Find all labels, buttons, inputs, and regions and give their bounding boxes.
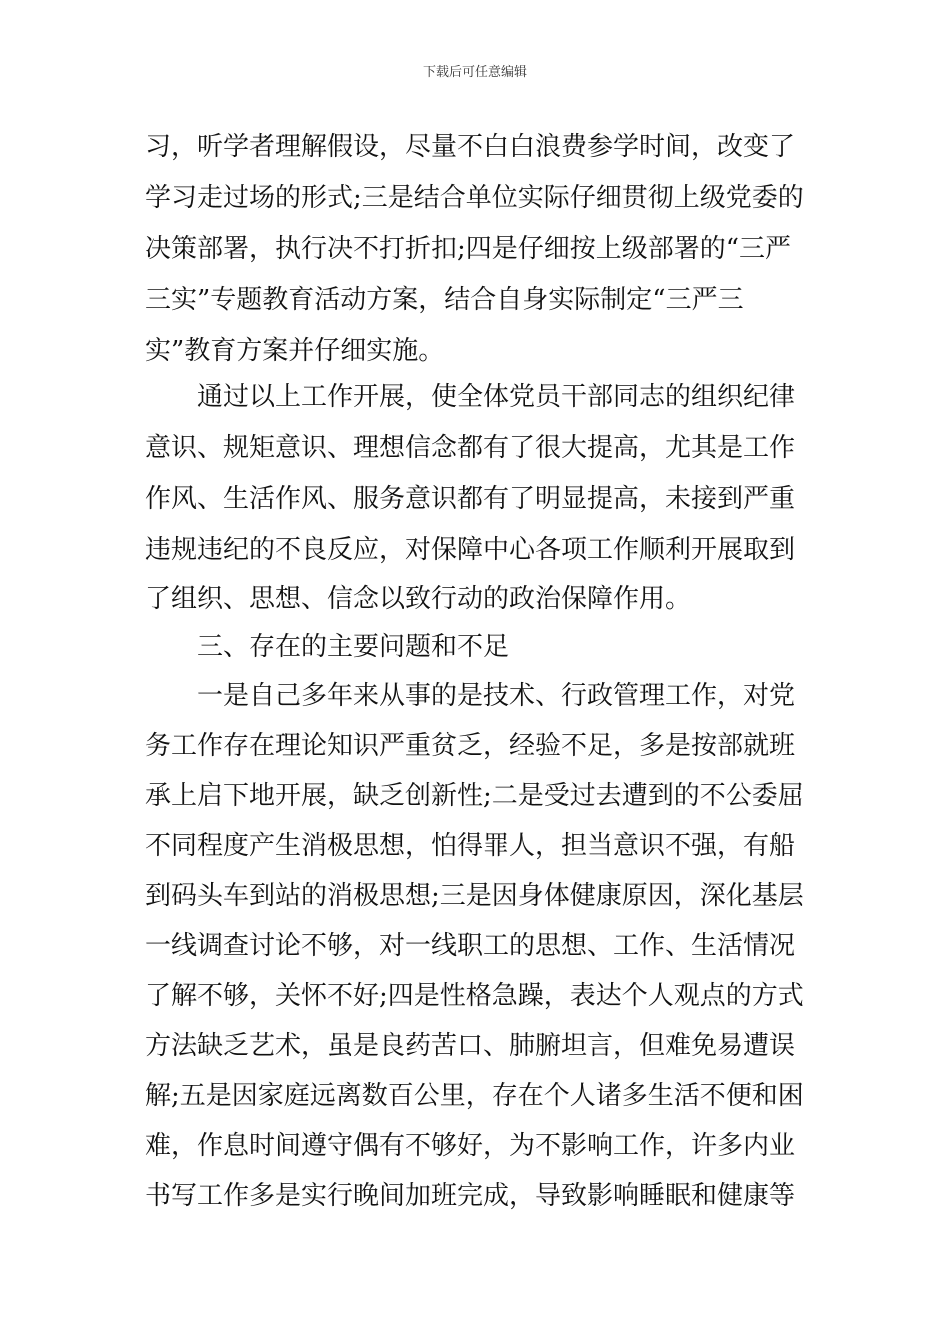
- text-line: 承上启下地开展，缺乏创新性;二是受过去遭到的不公委屈: [145, 781, 804, 811]
- text-line: 习，听学者理解假设，尽量不白白浪费参学时间，改变了: [145, 132, 796, 162]
- text-line: 一线调查讨论不够，对一线职工的思想、工作、生活情况: [145, 931, 796, 961]
- text-line: 违规违纪的不良反应，对保障中心各项工作顺利开展取到: [145, 535, 796, 565]
- text-line: 难，作息时间遵守偶有不够好，为不影响工作，许多内业: [145, 1131, 796, 1161]
- text-line: 务工作存在理论知识严重贫乏，经验不足，多是按部就班: [145, 731, 796, 761]
- text-line: 意识、规矩意识、理想信念都有了很大提高，尤其是工作: [145, 433, 796, 463]
- text-line: 决策部署，执行决不打折扣;四是仔细按上级部署的“三严: [145, 234, 792, 264]
- text-line: 了组织、思想、信念以致行动的政治保障作用。: [145, 584, 692, 614]
- text-line: 了解不够，关怀不好;四是性格急躁，表达个人观点的方式: [145, 981, 804, 1011]
- text-line: 学习走过场的形式;三是结合单位实际仔细贯彻上级党委的: [145, 183, 804, 213]
- text-line: 不同程度产生消极思想，怕得罪人，担当意识不强，有船: [145, 831, 796, 861]
- text-line: 实”教育方案并仔细实施。: [145, 336, 445, 366]
- text-line: 到码头车到站的消极思想;三是因身体健康原因，深化基层: [145, 881, 804, 911]
- text-line: 作风、生活作风、服务意识都有了明显提高，未接到严重: [145, 484, 796, 514]
- paragraph-first-line: 一是自己多年来从事的是技术、行政管理工作，对党: [197, 681, 796, 711]
- page-header: 下载后可任意编辑: [422, 65, 527, 80]
- section-heading: 三、存在的主要问题和不足: [197, 632, 510, 662]
- paragraph-first-line: 通过以上工作开展，使全体党员干部同志的组织纪律: [197, 382, 796, 412]
- text-line: 书写工作多是实行晚间加班完成，导致影响睡眠和健康等: [145, 1181, 796, 1211]
- text-line: 方法缺乏艺术，虽是良药苦口、肺腑坦言，但难免易遭误: [145, 1031, 796, 1061]
- text-line: 三实”专题教育活动方案，结合自身实际制定“三严三: [145, 285, 744, 315]
- text-line: 解;五是因家庭远离数百公里，存在个人诸多生活不便和困: [145, 1081, 804, 1111]
